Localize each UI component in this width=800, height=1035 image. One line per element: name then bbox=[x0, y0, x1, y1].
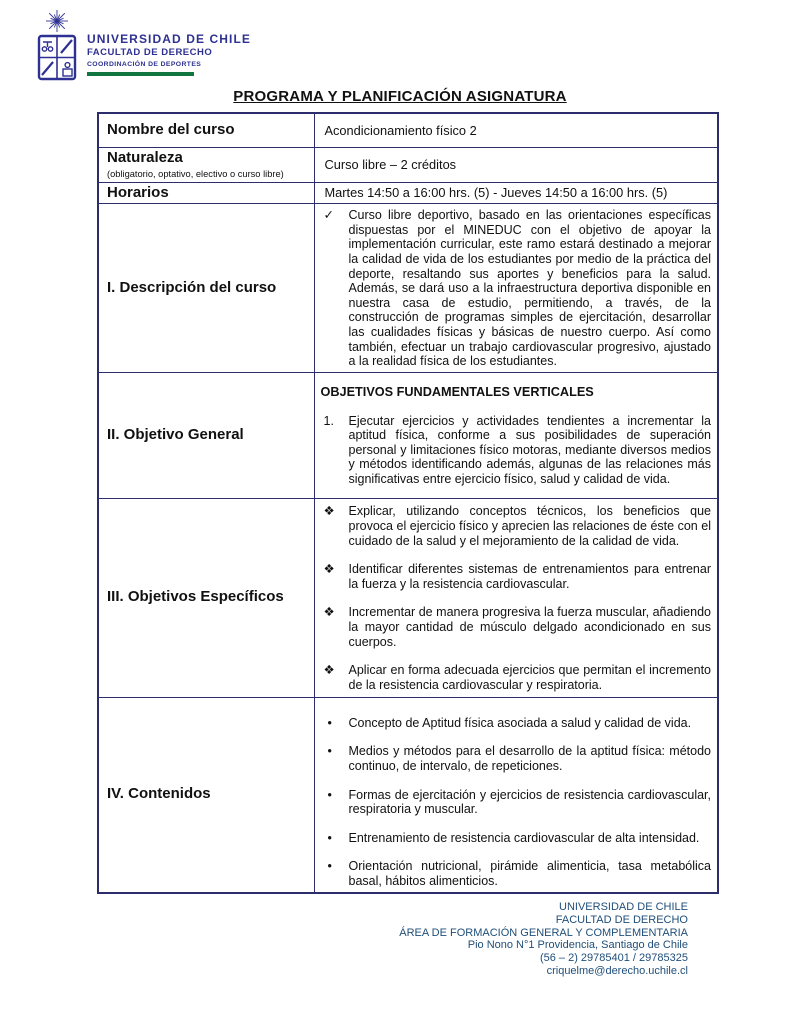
list-item bbox=[319, 716, 712, 731]
list-item bbox=[319, 414, 712, 487]
row-label-horarios: Horarios bbox=[98, 182, 314, 204]
objectives-heading: OBJETIVOS FUNDAMENTALES VERTICALES bbox=[320, 385, 594, 400]
course-description-cell bbox=[314, 204, 718, 373]
table-row bbox=[98, 147, 718, 182]
university-crest-icon bbox=[36, 9, 78, 83]
university-logo-text bbox=[87, 33, 251, 83]
row-label-descripcion: I. Descripción del curso bbox=[98, 204, 314, 373]
naturaleza-label: Naturaleza bbox=[107, 149, 183, 167]
footer-email: criquelme@derecho.uchile.cl bbox=[546, 964, 688, 977]
row-label-nombre: Nombre del curso bbox=[98, 113, 314, 147]
specific-objectives-cell bbox=[314, 498, 718, 697]
list-item bbox=[319, 605, 712, 649]
footer-line: FACULTAD DE DERECHO bbox=[555, 913, 688, 926]
footer-line: (56 – 2) 29785401 / 29785325 bbox=[539, 952, 688, 965]
specific-objective-text: Incrementar de manera progresiva la fuerza muscular, añadiendo la mayor cantidad de músculo delgado acondicionado en sus cuerpos. bbox=[348, 605, 711, 649]
footer-line: ÁREA DE FORMACIÓN GENERAL Y COMPLEMENTARIA bbox=[399, 926, 688, 939]
footer-line: UNIVERSIDAD DE CHILE bbox=[559, 901, 688, 913]
department-name: COORDINACIÓN DE DEPORTES bbox=[87, 61, 202, 68]
content-item-text: Medios y métodos para el desarrollo de la aptitud física: método continuo, de intervalo, de repeticiones. bbox=[348, 744, 711, 774]
page-title: PROGRAMA Y PLANIFICACIÓN ASIGNATURA bbox=[233, 88, 567, 105]
list-item bbox=[319, 208, 712, 369]
course-schedule-value: Martes 14:50 a 16:00 hrs. (5) - Jueves 14:50 a 16:00 hrs. (5) bbox=[314, 182, 718, 204]
dot-bullet-icon: • bbox=[327, 830, 332, 845]
content-item-text: Entrenamiento de resistencia cardiovascular de alta intensidad. bbox=[348, 830, 700, 845]
table-row bbox=[98, 372, 718, 498]
general-objective-text: Ejecutar ejercicios y actividades tendientes a incrementar la aptitud física, conforme a sus posibilidades de superación personal y limitaciones físico motoras, mediante diversos medios y métodos identificando además, algunas de las relaciones más significativas entre ejercicio físico, salud y calidad de vida. bbox=[348, 413, 711, 487]
naturaleza-sublabel: (obligatorio, optativo, electivo o curso libre) bbox=[107, 168, 284, 179]
dot-bullet-icon: • bbox=[327, 715, 332, 730]
row-label-objetivos-especificos: III. Objetivos Específicos bbox=[98, 498, 314, 697]
table-row bbox=[98, 182, 718, 204]
faculty-name: FACULTAD DE DERECHO bbox=[87, 47, 213, 58]
specific-objective-text: Aplicar en forma adecuada ejercicios que permitan el incremento de la resistencia cardiovascular y respiratoria. bbox=[348, 663, 711, 692]
content-item-text: Orientación nutricional, pirámide alimenticia, tasa metabólica basal, hábitos alimenticios. bbox=[348, 859, 711, 888]
row-label-naturaleza bbox=[98, 147, 314, 182]
dot-bullet-icon: • bbox=[327, 859, 332, 874]
list-item bbox=[319, 859, 712, 888]
table-row bbox=[98, 697, 718, 892]
course-nature-value: Curso libre – 2 créditos bbox=[314, 147, 718, 182]
diamond-bullet-icon: ❖ bbox=[323, 605, 335, 620]
logo-green-rule bbox=[87, 72, 194, 76]
diamond-bullet-icon: ❖ bbox=[323, 504, 335, 519]
row-label-contenidos: IV. Contenidos bbox=[98, 697, 314, 892]
content-item-text: Concepto de Aptitud física asociada a salud y calidad de vida. bbox=[348, 715, 692, 730]
table-row bbox=[98, 204, 718, 373]
dot-bullet-icon: • bbox=[327, 787, 332, 802]
content-item-text: Formas de ejercitación y ejercicios de resistencia cardiovascular, respiratoria y muscular. bbox=[348, 787, 711, 817]
description-text: Curso libre deportivo, basado en las orientaciones específicas dispuestas por el MINEDUC con el objetivo de apoyar la implementación curricular, este ramo estará destinado a mejorar la calidad de vida de los estudiantes por medio de la práctica del deporte, resaltando sus aportes y beneficios para la salud. Además, se dará uso a la infraestructura deportiva disponible en nuestra casa de estudio, permitiendo, a través, de la construcción de programas simples de ejercitación, desarrollar las cualidades físicas y básicas de nuestro cuerpo. Así como también, efectuar un trabajo cardiovascular progresivo, ajustado a la realidad física de los estudiantes. bbox=[348, 208, 711, 369]
row-label-objetivo-general: II. Objetivo General bbox=[98, 372, 314, 498]
general-objective-cell bbox=[314, 372, 718, 498]
diamond-bullet-icon: ❖ bbox=[323, 663, 335, 678]
footer-line: Pio Nono N°1 Providencia, Santiago de Chile bbox=[467, 939, 688, 952]
table-row bbox=[98, 113, 718, 147]
footer-contact-block bbox=[399, 901, 688, 978]
list-item bbox=[319, 562, 712, 591]
diamond-bullet-icon: ❖ bbox=[323, 562, 335, 577]
list-item bbox=[319, 663, 712, 692]
dot-bullet-icon: • bbox=[327, 744, 332, 759]
program-table bbox=[97, 112, 719, 894]
contents-cell bbox=[314, 697, 718, 892]
list-item bbox=[319, 831, 712, 846]
course-name-value: Acondicionamiento físico 2 bbox=[314, 113, 718, 147]
check-bullet-icon: ✓ bbox=[323, 208, 334, 223]
number-bullet: 1. bbox=[323, 413, 334, 428]
table-row bbox=[98, 498, 718, 697]
list-item bbox=[319, 788, 712, 817]
list-item bbox=[319, 744, 712, 773]
university-logo bbox=[36, 9, 251, 83]
specific-objective-text: Explicar, utilizando conceptos técnicos, los beneficios que provoca el ejercicio físico y aprecien las relaciones de éste con el cuidado de la salud y el mejoramiento de la calidad de vida. bbox=[348, 504, 711, 548]
list-item bbox=[319, 504, 712, 548]
university-name: UNIVERSIDAD DE CHILE bbox=[87, 32, 252, 46]
specific-objective-text: Identificar diferentes sistemas de entrenamientos para entrenar la fuerza y la resistencia cardiovascular. bbox=[348, 562, 711, 591]
